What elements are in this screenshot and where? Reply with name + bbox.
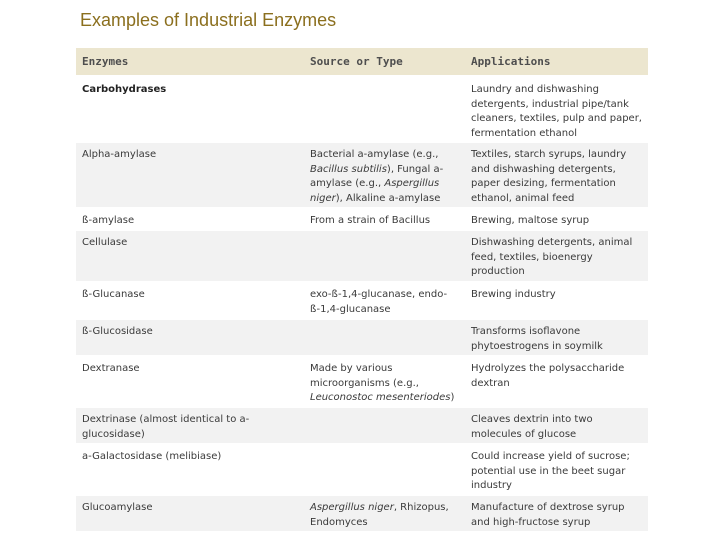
table-row	[76, 406, 648, 443]
table-row	[76, 355, 648, 406]
enzyme-cell: ß-Glucanase	[82, 289, 145, 300]
enzyme-cell: Cellulase	[82, 237, 128, 248]
applications-cell: Laundry and dishwashing detergents, industrial pipe/tank cleaners, textiles, pulp and paper, fermentation ethanol	[471, 84, 642, 139]
header-source: Source or Type	[310, 55, 403, 68]
table-row	[76, 141, 648, 207]
enzyme-cell: Alpha-amylase	[82, 149, 157, 160]
enzyme-cell: ß-amylase	[82, 215, 135, 226]
header-enzymes: Enzymes	[82, 55, 129, 68]
applications-cell: Cleaves dextrin into two molecules of glucose	[471, 414, 593, 440]
applications-cell: Dishwashing detergents, animal feed, textiles, bioenergy production	[471, 237, 633, 278]
enzyme-cell: Glucoamylase	[82, 502, 153, 513]
enzyme-cell: Dextranase	[82, 363, 140, 374]
species-name: Bacillus subtilis	[310, 163, 387, 175]
source-text: )	[450, 392, 455, 404]
header-applications: Applications	[471, 55, 551, 68]
source-cell	[304, 78, 465, 141]
table-row	[76, 207, 648, 229]
species-name: Aspergillus niger	[310, 178, 440, 204]
applications-cell: Hydrolyzes the polysaccharide dextran	[471, 363, 625, 389]
table-header	[76, 48, 648, 76]
source-text: Bacterial a-amylase (e.g.,	[310, 149, 439, 160]
table-row	[76, 281, 648, 318]
table-row	[76, 494, 648, 531]
source-cell	[304, 357, 465, 406]
source-cell: exo-ß-1,4-glucanase, endo-ß-1,4-glucanase	[310, 289, 448, 315]
source-cell	[304, 320, 465, 355]
source-text: ), Alkaline a-amylase	[335, 192, 441, 204]
source-cell	[304, 231, 465, 281]
page-title: Examples of Industrial Enzymes	[80, 10, 337, 30]
species-name: Leuconostoc mesenteriodes	[310, 392, 451, 404]
enzyme-cell: ß-Glucosidase	[82, 326, 153, 337]
source-text: ), Fungal a-amylase (e.g.,	[310, 163, 444, 190]
source-text: , Rhizopus, Endomyces	[310, 502, 449, 528]
enzyme-cell: Dextrinase (almost identical to a-glucosidase)	[82, 414, 250, 440]
source-cell	[304, 408, 465, 443]
source-cell	[304, 143, 465, 207]
applications-cell: Brewing, maltose syrup	[471, 215, 590, 226]
table-row	[76, 443, 648, 494]
applications-cell: Transforms isoflavone phytoestrogens in soymilk	[471, 326, 603, 352]
source-cell	[304, 445, 465, 494]
source-cell: From a strain of Bacillus	[310, 215, 431, 226]
table-row	[76, 229, 648, 281]
table-row	[76, 318, 648, 355]
applications-cell: Brewing industry	[471, 289, 556, 300]
applications-cell: Manufacture of dextrose syrup and high-fructose syrup	[471, 502, 625, 528]
applications-cell: Textiles, starch syrups, laundry and dishwashing detergents, paper desizing, fermentation ethanol, animal feed	[471, 149, 627, 204]
enzyme-cell: Carbohydrases	[82, 84, 167, 95]
applications-cell: Could increase yield of sucrose; potential use in the beet sugar industry	[471, 451, 630, 492]
source-cell	[304, 496, 465, 531]
table-row	[76, 76, 648, 141]
enzymes-table	[76, 48, 648, 531]
enzyme-cell: a-Galactosidase (melibiase)	[82, 451, 222, 462]
species-name: Aspergillus niger	[310, 502, 394, 513]
source-text: Made by various microorganisms (e.g.,	[310, 363, 419, 389]
